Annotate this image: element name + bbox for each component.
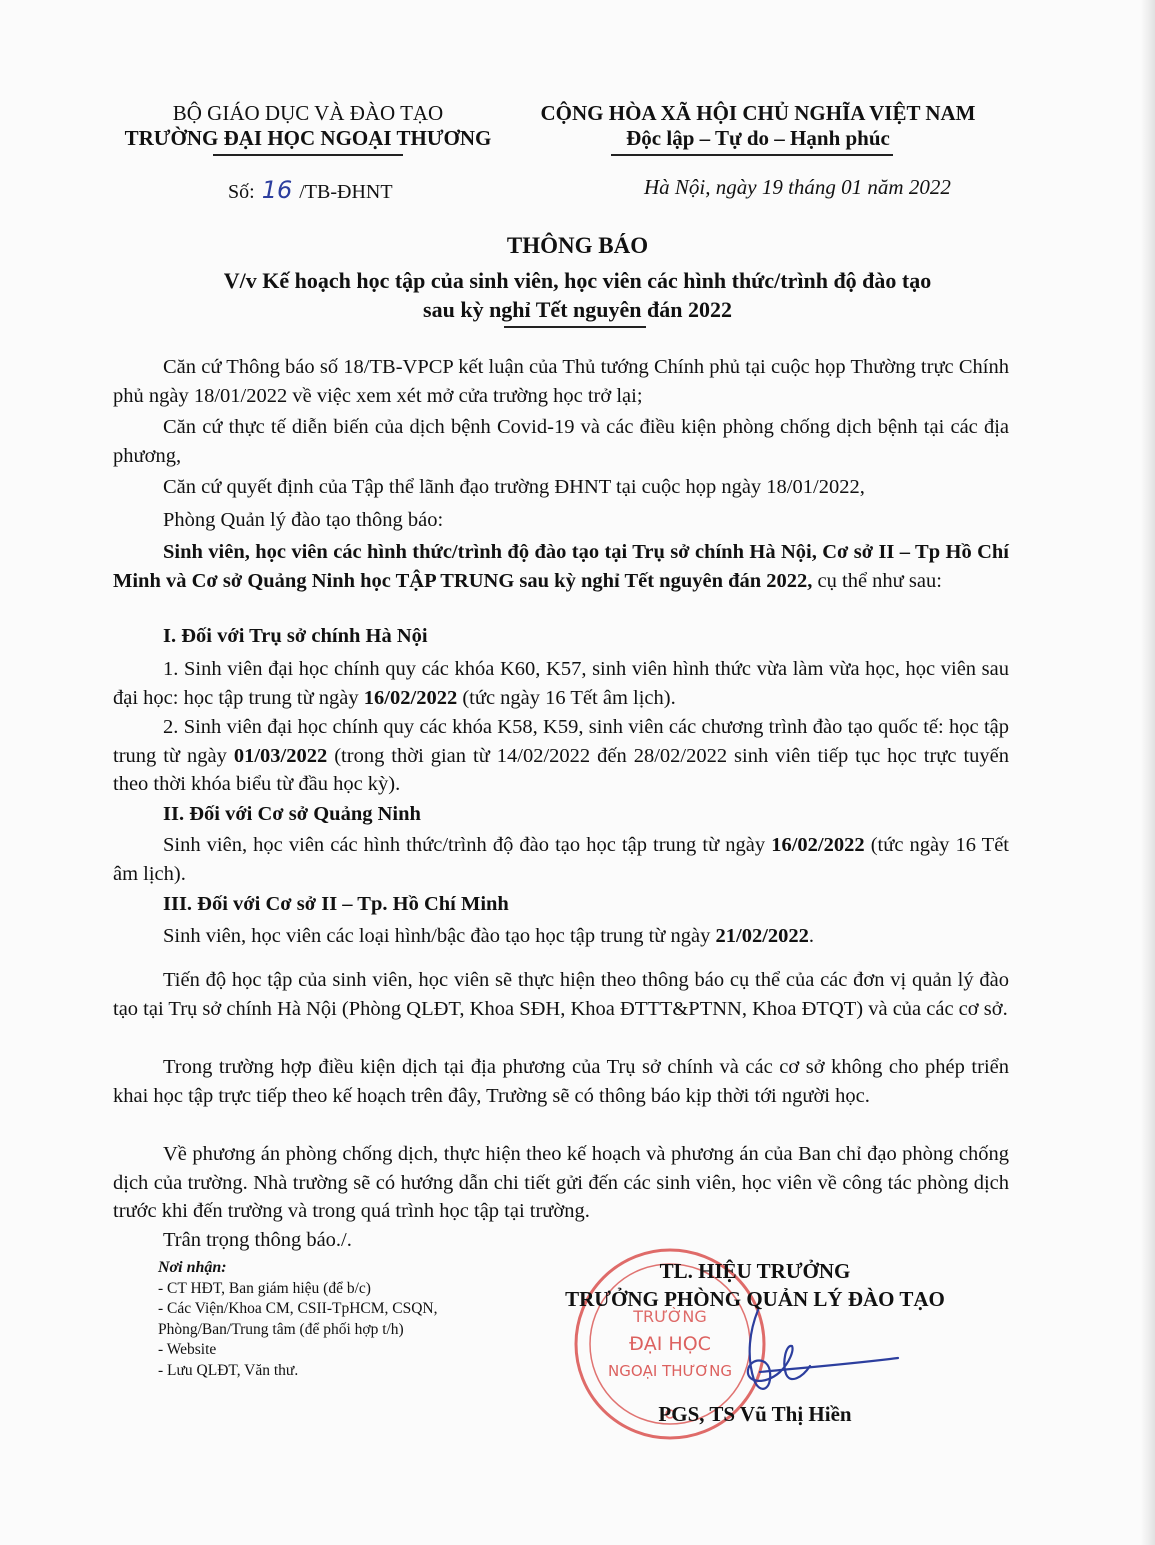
number-suffix: /TB-ĐHNT: [299, 181, 393, 203]
paragraph-prevention: [113, 1140, 1009, 1226]
section-3-text: [113, 922, 1009, 951]
signature-title-1: TL. HIỆU TRƯỞNG: [659, 1259, 851, 1283]
country-name: CỘNG HÒA XÃ HỘI CHỦ NGHĨA VIỆT NAM: [540, 101, 976, 125]
recipient-line: - Các Viện/Khoa CM, CSII-TpHCM, CSQN,: [158, 1300, 438, 1317]
paragraph-contingency-text: Trong trường hợp điều kiện dịch tại địa phương của Trụ sở chính và các cơ sở không cho phép triển khai học tập trực tiếp theo kế hoạch trên đây, Trường sẽ có thông báo kịp thời tới người học.: [113, 1056, 1009, 1107]
ministry-name: BỘ GIÁO DỤC VÀ ĐÀO TẠO: [172, 101, 444, 125]
recipient-line: Phòng/Ban/Trung tâm (để phối hợp t/h): [158, 1320, 404, 1338]
document-number: [228, 176, 393, 204]
section-3-title: [113, 890, 1009, 919]
paragraph-progress-text: Tiến độ học tập của sinh viên, học viên sẽ thực hiện theo thông báo cụ thể của các đơn vị quản lý đào tạo tại Trụ sở chính Hà Nội (Phòng QLĐT, Khoa SĐH, Khoa ĐTTT&PTNN, Khoa ĐTQT) và của các cơ sở.: [113, 969, 1009, 1020]
title-underline: [504, 326, 646, 328]
section-1-item-2-date: 01/03/2022: [233, 744, 328, 767]
section-1-item-1-text: 1. Sinh viên đại học chính quy các khóa K60, K57, sinh viên hình thức vừa làm vừa học, học viên sau đại học: học tập trung từ ngày: [113, 658, 1009, 709]
paragraph-basis-2-text: Căn cứ thực tế diễn biến của dịch bệnh Covid-19 và các điều kiện phòng chống dịch bệnh tại các địa phương,: [113, 416, 1009, 467]
paragraph-main-notice: [113, 538, 1009, 595]
seal-text-3: NGOẠI THƯƠNG: [608, 1362, 732, 1380]
paragraph-progress: [113, 966, 1009, 1023]
section-3-text-main: Sinh viên, học viên các loại hình/bậc đào tạo học tập trung từ ngày: [163, 925, 716, 947]
paragraph-basis-2: [113, 413, 1009, 470]
section-2-title-text: II. Đối với Cơ sở Quảng Ninh: [163, 803, 421, 825]
signature-title-2: TRƯỞNG PHÒNG QUẢN LÝ ĐÀO TẠO: [565, 1287, 945, 1311]
section-1-item-1-tail: (tức ngày 16 Tết âm lịch).: [457, 686, 676, 709]
section-3-text-tail: .: [808, 925, 815, 947]
section-1-item-2-text: 2. Sinh viên đại học chính quy các khóa K58, K59, sinh viên các chương trình đào tạo quốc tế: học tập trung từ ngày: [113, 716, 1009, 767]
section-2-title: [113, 800, 1009, 829]
recipients-title: Nơi nhận:: [158, 1259, 227, 1276]
paragraph-prevention-text: Về phương án phòng chống dịch, thực hiện theo kế hoạch và phương án của Ban chỉ đạo phòng chống dịch của trường. Nhà trường sẽ có hướng dẫn chi tiết gửi đến các sinh viên, học viên về công tác phòng dịch trước khi đến trường và trong quá trình học tập tại trường.: [113, 1143, 1009, 1222]
left-header-underline: [213, 154, 403, 156]
paragraph-contingency: [113, 1053, 1009, 1110]
seal-text-2: ĐẠI HỌC: [629, 1333, 711, 1355]
recipient-line: - Lưu QLĐT, Văn thư.: [158, 1361, 299, 1379]
paragraph-basis-1-text: Căn cứ Thông báo số 18/TB-VPCP kết luận của Thủ tướng Chính phủ tại cuộc họp Thường trực Chính phủ ngày 18/01/2022 về việc xem xét mở cửa trường học trở lại;: [113, 356, 1009, 407]
section-1-item-2-tail: (trong thời gian từ 14/02/2022 đến 28/02/2022 sinh viên tiếp tục học trực tuyến theo thời khóa biểu từ đầu học kỳ).: [113, 744, 1009, 795]
university-name: TRƯỜNG ĐẠI HỌC NGOẠI THƯƠNG: [124, 126, 492, 150]
document-subject-line1: V/v Kế hoạch học tập của sinh viên, học viên các hình thức/trình độ đào tạo: [223, 268, 932, 293]
section-2-text-main: Sinh viên, học viên các hình thức/trình độ đào tạo học tập trung từ ngày: [163, 834, 772, 856]
recipient-line: - CT HĐT, Ban giám hiệu (để b/c): [158, 1279, 371, 1297]
right-header-underline: [611, 154, 893, 156]
section-3-date: 21/02/2022: [715, 925, 809, 947]
section-2-text: [113, 831, 1009, 888]
recipients-block: [158, 1258, 438, 1381]
signatory-name: PGS, TS Vũ Thị Hiền: [658, 1402, 852, 1426]
paragraph-basis-3: [113, 473, 1009, 502]
number-handwritten: 16: [261, 176, 293, 204]
section-3-title-text: III. Đối với Cơ sở II – Tp. Hồ Chí Minh: [163, 893, 509, 915]
section-2-text-tail: (tức ngày 16 Tết âm lịch).: [113, 834, 1009, 885]
main-notice-bold: Sinh viên, học viên các hình thức/trình độ đào tạo tại Trụ sở chính Hà Nội, Cơ sở II – Tp Hồ Chí Minh và Cơ sở Quảng Ninh học TẬP TRUNG sau kỳ nghỉ Tết nguyên đán 2022,: [113, 541, 1009, 592]
paragraph-announce: [113, 506, 1009, 535]
handwritten-signature-icon: [720, 1300, 920, 1410]
document-title: THÔNG BÁO: [506, 233, 649, 258]
section-1-title-text: I. Đối với Trụ sở chính Hà Nội: [163, 625, 428, 647]
section-1-title: [113, 622, 1009, 651]
paragraph-basis-1: [113, 353, 1009, 410]
paragraph-basis-3-text: Căn cứ quyết định của Tập thể lãnh đạo trường ĐHNT tại cuộc họp ngày 18/01/2022,: [163, 476, 865, 498]
section-1-item-1-date: 16/02/2022: [363, 686, 458, 709]
closing-line: [113, 1226, 1009, 1255]
national-motto: Độc lập – Tự do – Hạnh phúc: [626, 126, 890, 150]
document-subject-line2: sau kỳ nghỉ Tết nguyên đán 2022: [423, 297, 732, 322]
section-2-date: 16/02/2022: [771, 834, 865, 856]
section-1-item-2: [113, 713, 1009, 799]
issue-date: Hà Nội, ngày 19 tháng 01 năm 2022: [644, 175, 951, 199]
recipient-line: - Website: [158, 1341, 217, 1358]
closing-line-text: Trân trọng thông báo./.: [163, 1229, 352, 1251]
page-edge-shadow: [1141, 0, 1155, 1545]
number-prefix: Số:: [228, 181, 255, 203]
section-1-item-1: [113, 655, 1009, 712]
main-notice-rest: cụ thể như sau:: [812, 569, 942, 592]
paragraph-announce-text: Phòng Quản lý đào tạo thông báo:: [163, 509, 444, 531]
seal-text-1: TRƯỜNG: [633, 1307, 707, 1326]
